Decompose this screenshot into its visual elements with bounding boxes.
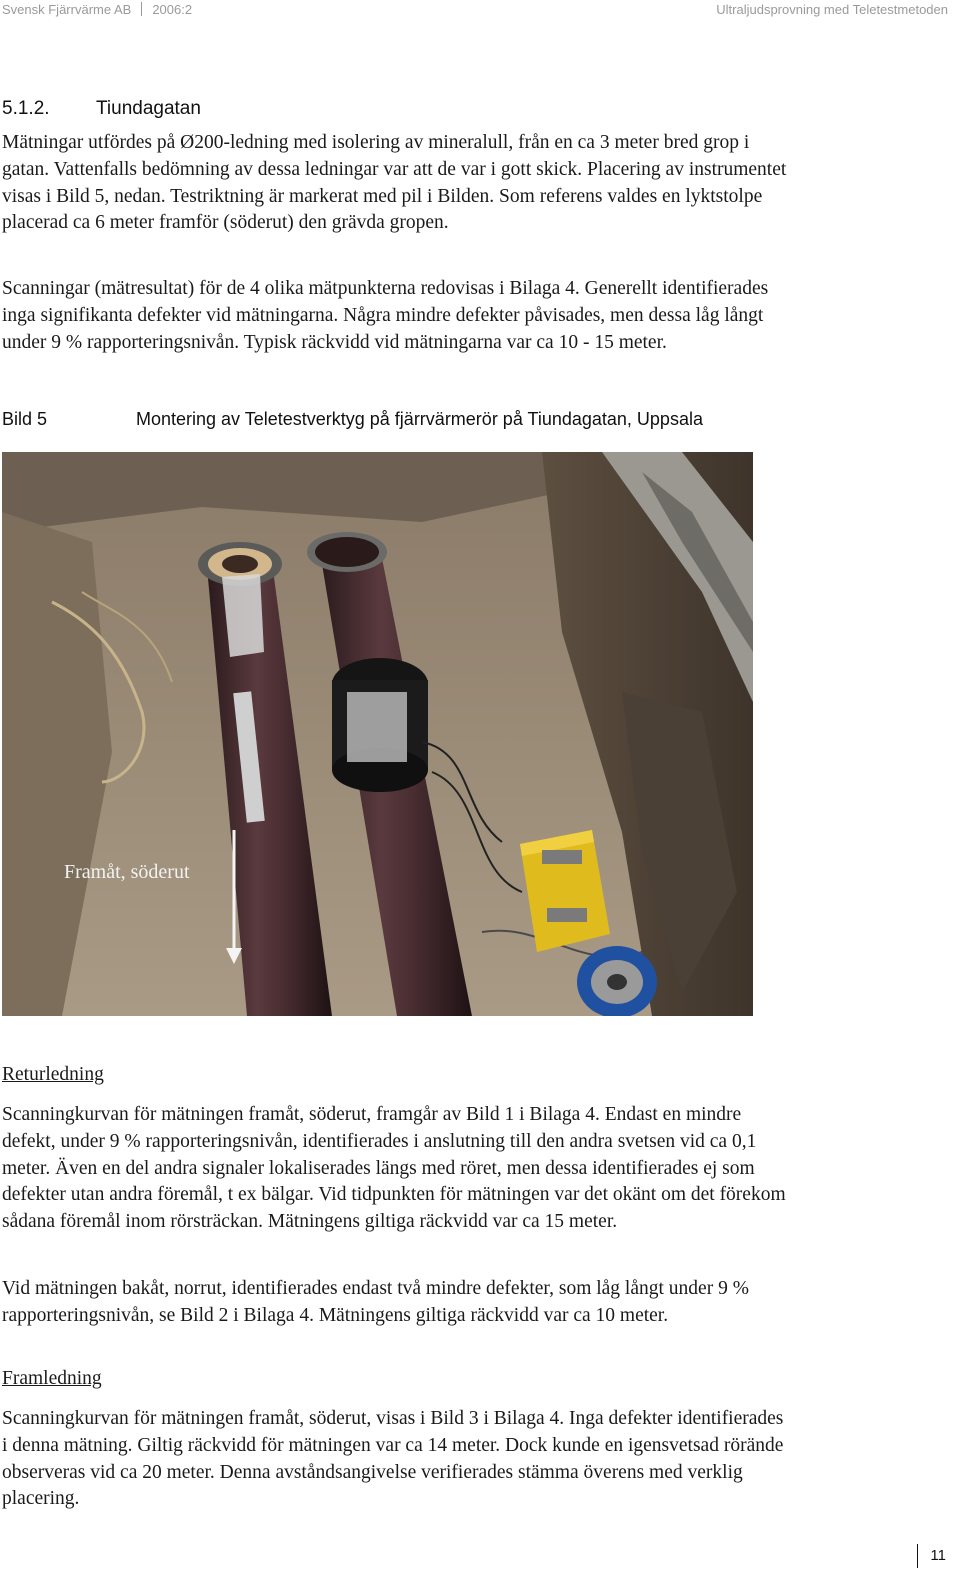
document-title: Ultraljudsprovning med Teletestmetoden [716, 2, 948, 17]
report-number: 2006:2 [152, 2, 193, 17]
figure-caption: Montering av Teletestverktyg på fjärrvärmerör på Tiundagatan, Uppsala [136, 409, 703, 429]
framledning-paragraph: Scanningkurvan för mätningen framåt, söderut, visas i Bild 3 i Bilaga 4. Inga defekter identifierades i denna mätning. Giltig räckvidd för mätningen var ca 14 meter. Dock kunde en igensvetsad rörände observeras vid ca 20 meter. Denna avståndsangivelse verifierades stämma överens med verklig placering. [2, 1408, 784, 1510]
section-title: Tiundagatan [96, 98, 201, 119]
framledning-heading: Framledning [2, 1368, 102, 1389]
header-divider [141, 2, 142, 16]
section-number: 5.1.2. [2, 98, 50, 119]
figure-label: Bild 5 [2, 409, 48, 429]
returledning-heading: Returledning [2, 1064, 104, 1085]
returledning-paragraph-2: Vid mätningen bakåt, norrut, identifierades endast två mindre defekter, som låg långt under 9 % rapporteringsnivån, se Bild 2 i Bilaga 4. Mätningens giltiga räckvidd var ca 10 meter. [2, 1278, 749, 1326]
arrow-label: Framåt, söderut [64, 861, 190, 883]
company-name: Svensk Fjärrvärme AB [2, 2, 132, 17]
page-number: 11 [917, 1544, 946, 1568]
returledning-paragraph-1: Scanningkurvan för mätningen framåt, söderut, framgår av Bild 1 i Bilaga 4. Endast en mindre defekt, under 9 % rapporteringsnivån, identifierades i anslutning till den andra svetsen vid ca 0,1 meter. Även en del andra signaler lokaliserades längs med röret, men dessa identifierades ej som defekter utan andra föremål, t ex bälgar. Vid tidpunkten för mätningen var det okänt om det förekom sådana föremål inom rörsträckan. Mätningens giltiga räckvidd var ca 15 meter. [2, 1104, 786, 1233]
section-heading [2, 98, 201, 120]
pipe-trench-photo [2, 452, 753, 1016]
intro-paragraph: Mätningar utfördes på Ø200-ledning med isolering av mineralull, från en ca 3 meter bred grop i gatan. Vattenfalls bedömning av dessa ledningar var att de var i gott skick. Placering av instrumentet visas i Bild 5, nedan. Testriktning är markerat med pil i Bilden. Som referens valdes en lyktstolpe placerad ca 6 meter framför (söderut) den grävda gropen. [2, 132, 787, 234]
scan-paragraph: Scanningar (mätresultat) för de 4 olika mätpunkterna redovisas i Bilaga 4. Generellt identifierades inga signifikanta defekter vid mätningarna. Några mindre defekter påvisades, men dessa låg långt under 9 % rapporteringsnivån. Typisk räckvidd vid mätningarna var ca 10 - 15 meter. [2, 278, 769, 353]
page-header-left [2, 2, 192, 17]
